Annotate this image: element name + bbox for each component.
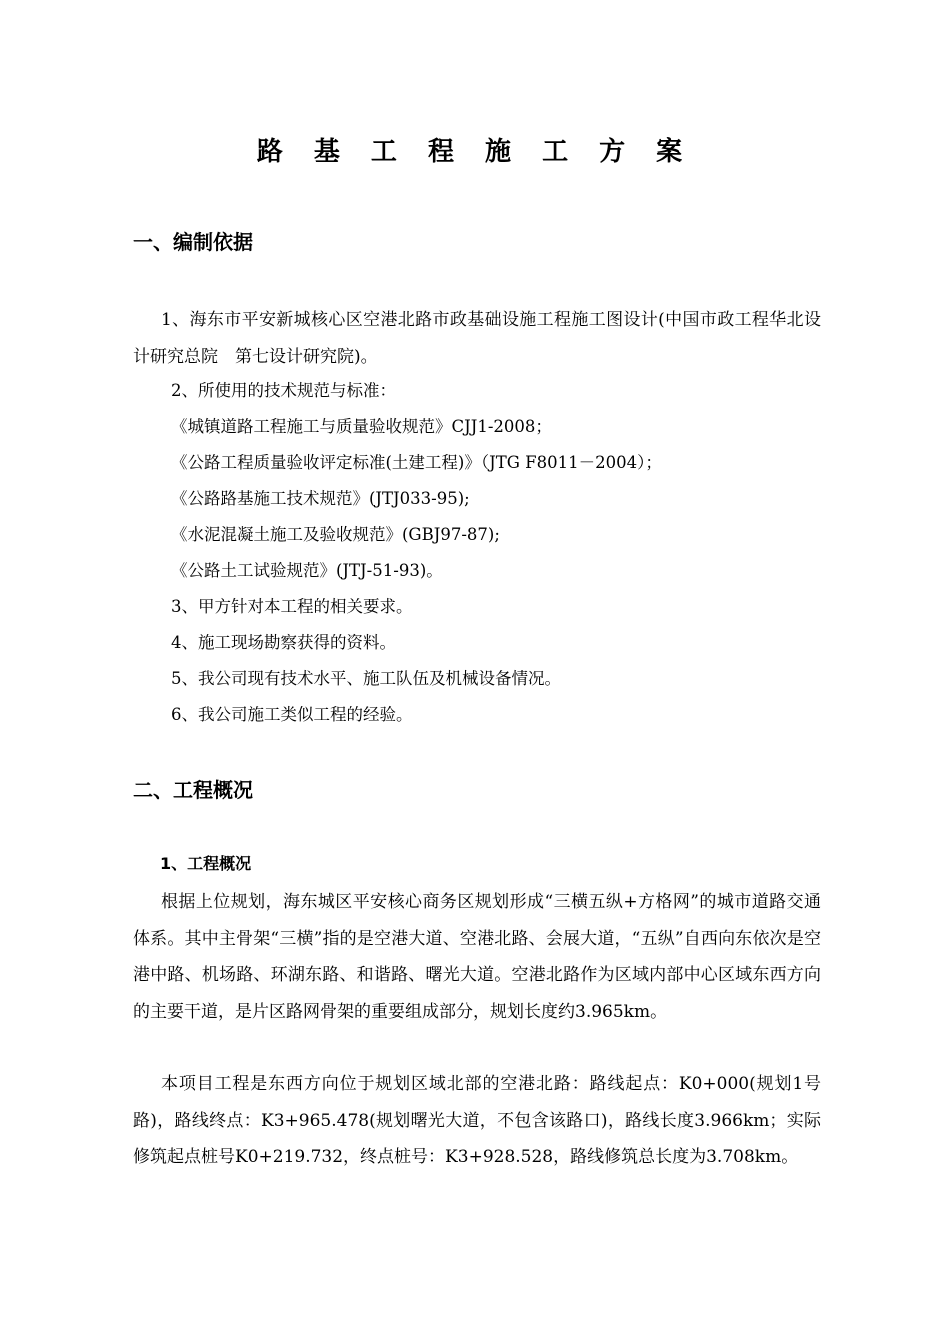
standard-item: 《公路工程质量验收评定标准(土建工程)》（JTG F8011－2004）； xyxy=(171,453,662,472)
overview-paragraph-2: 本项目工程是东西方向位于规划区域北部的空港北路：路线起点：K0+000(规划1号路)，路线终点：K3+965.478(规划曙光大道，不包含该路口)，路线长度3.966km；实际修筑起点桩号K0+219.732，终点桩号：K3+928.528，路线修筑总长度为3.708km。 xyxy=(133,1074,821,1167)
section-heading-basis: 一、编制依据 xyxy=(133,230,253,254)
subsection-heading-overview: 1、工程概况 xyxy=(160,854,252,873)
standard-item: 《城镇道路工程施工与质量验收规范》CJJ1-2008； xyxy=(171,417,552,436)
basis-item-6: 6、我公司施工类似工程的经验。 xyxy=(171,705,413,724)
overview-paragraph-1: 根据上位规划，海东城区平安核心商务区规划形成“三横五纵+方格网”的城市道路交通体系。其中主骨架“三横”指的是空港大道、空港北路、会展大道，“五纵”自西向东依次是空港中路、机场路、环湖东路、和谐路、曙光大道。空港北路作为区域内部中心区域东西方向的主要干道，是片区路网骨架的重要组成部分，规划长度约3.965km。 xyxy=(133,892,821,1022)
basis-item-4: 4、施工现场勘察获得的资料。 xyxy=(171,633,396,652)
basis-item-2: 2、所使用的技术规范与标准： xyxy=(171,381,396,400)
standard-item: 《公路路基施工技术规范》(JTJ033-95); xyxy=(171,489,470,508)
standard-item: 《公路土工试验规范》(JTJ-51-93)。 xyxy=(171,561,443,580)
document-title: 路 基 工 程 施 工 方 案 xyxy=(256,137,694,167)
basis-item-5: 5、我公司现有技术水平、施工队伍及机械设备情况。 xyxy=(171,669,561,688)
section-heading-overview: 二、工程概况 xyxy=(133,778,253,802)
basis-item-1: 1、海东市平安新城核心区空港北路市政基础设施工程施工图设计(中国市政工程华北设计研究总院 第七设计研究院)。 xyxy=(133,310,821,367)
basis-item-3: 3、甲方针对本工程的相关要求。 xyxy=(171,597,413,616)
standard-item: 《水泥混凝土施工及验收规范》(GBJ97-87); xyxy=(171,525,500,544)
